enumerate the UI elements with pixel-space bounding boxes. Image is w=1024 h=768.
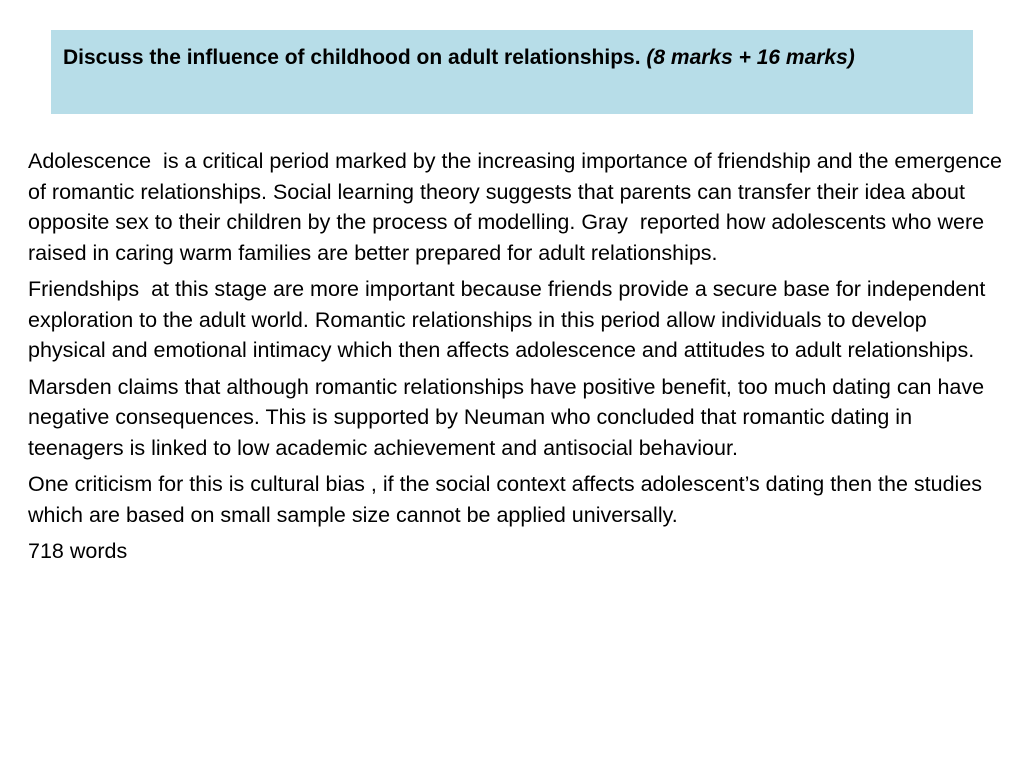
essay-paragraph-4: One criticism for this is cultural bias , if the social context affects adolescent’s dating then the studies which are based on small sample size cannot be applied universally. [28,472,989,527]
essay-paragraph-2: Friendships at this stage are more important because friends provide a secure base for independent exploration to the adult world. Romantic relationships in this period allow individuals to develop physical and emotional intimacy which then affects adolescence and attitudes to adult relationships. [28,277,992,362]
question-title: Discuss the influence of childhood on adult relationships. [63,46,647,69]
essay-paragraph-3: Marsden claims that although romantic relationships have positive benefit, too much dating can have negative consequences. This is supported by Neuman who concluded that romantic dating in teenagers is linked to low academic achievement and antisocial behaviour. [28,374,991,460]
question-title-box [51,30,973,114]
essay-paragraph-1: Adolescence is a critical period marked by the increasing importance of friendship and the emergence of romantic relationships. Social learning theory suggests that parents can transfer their idea about opposite sex to their children by the process of modelling. Gray reported how adolescents who were raised in caring warm families are better prepared for adult relationships. [28,149,1008,265]
essay-body [28,146,1008,573]
word-count: 718 words [28,539,128,563]
question-marks: (8 marks + 16 marks) [646,46,855,69]
